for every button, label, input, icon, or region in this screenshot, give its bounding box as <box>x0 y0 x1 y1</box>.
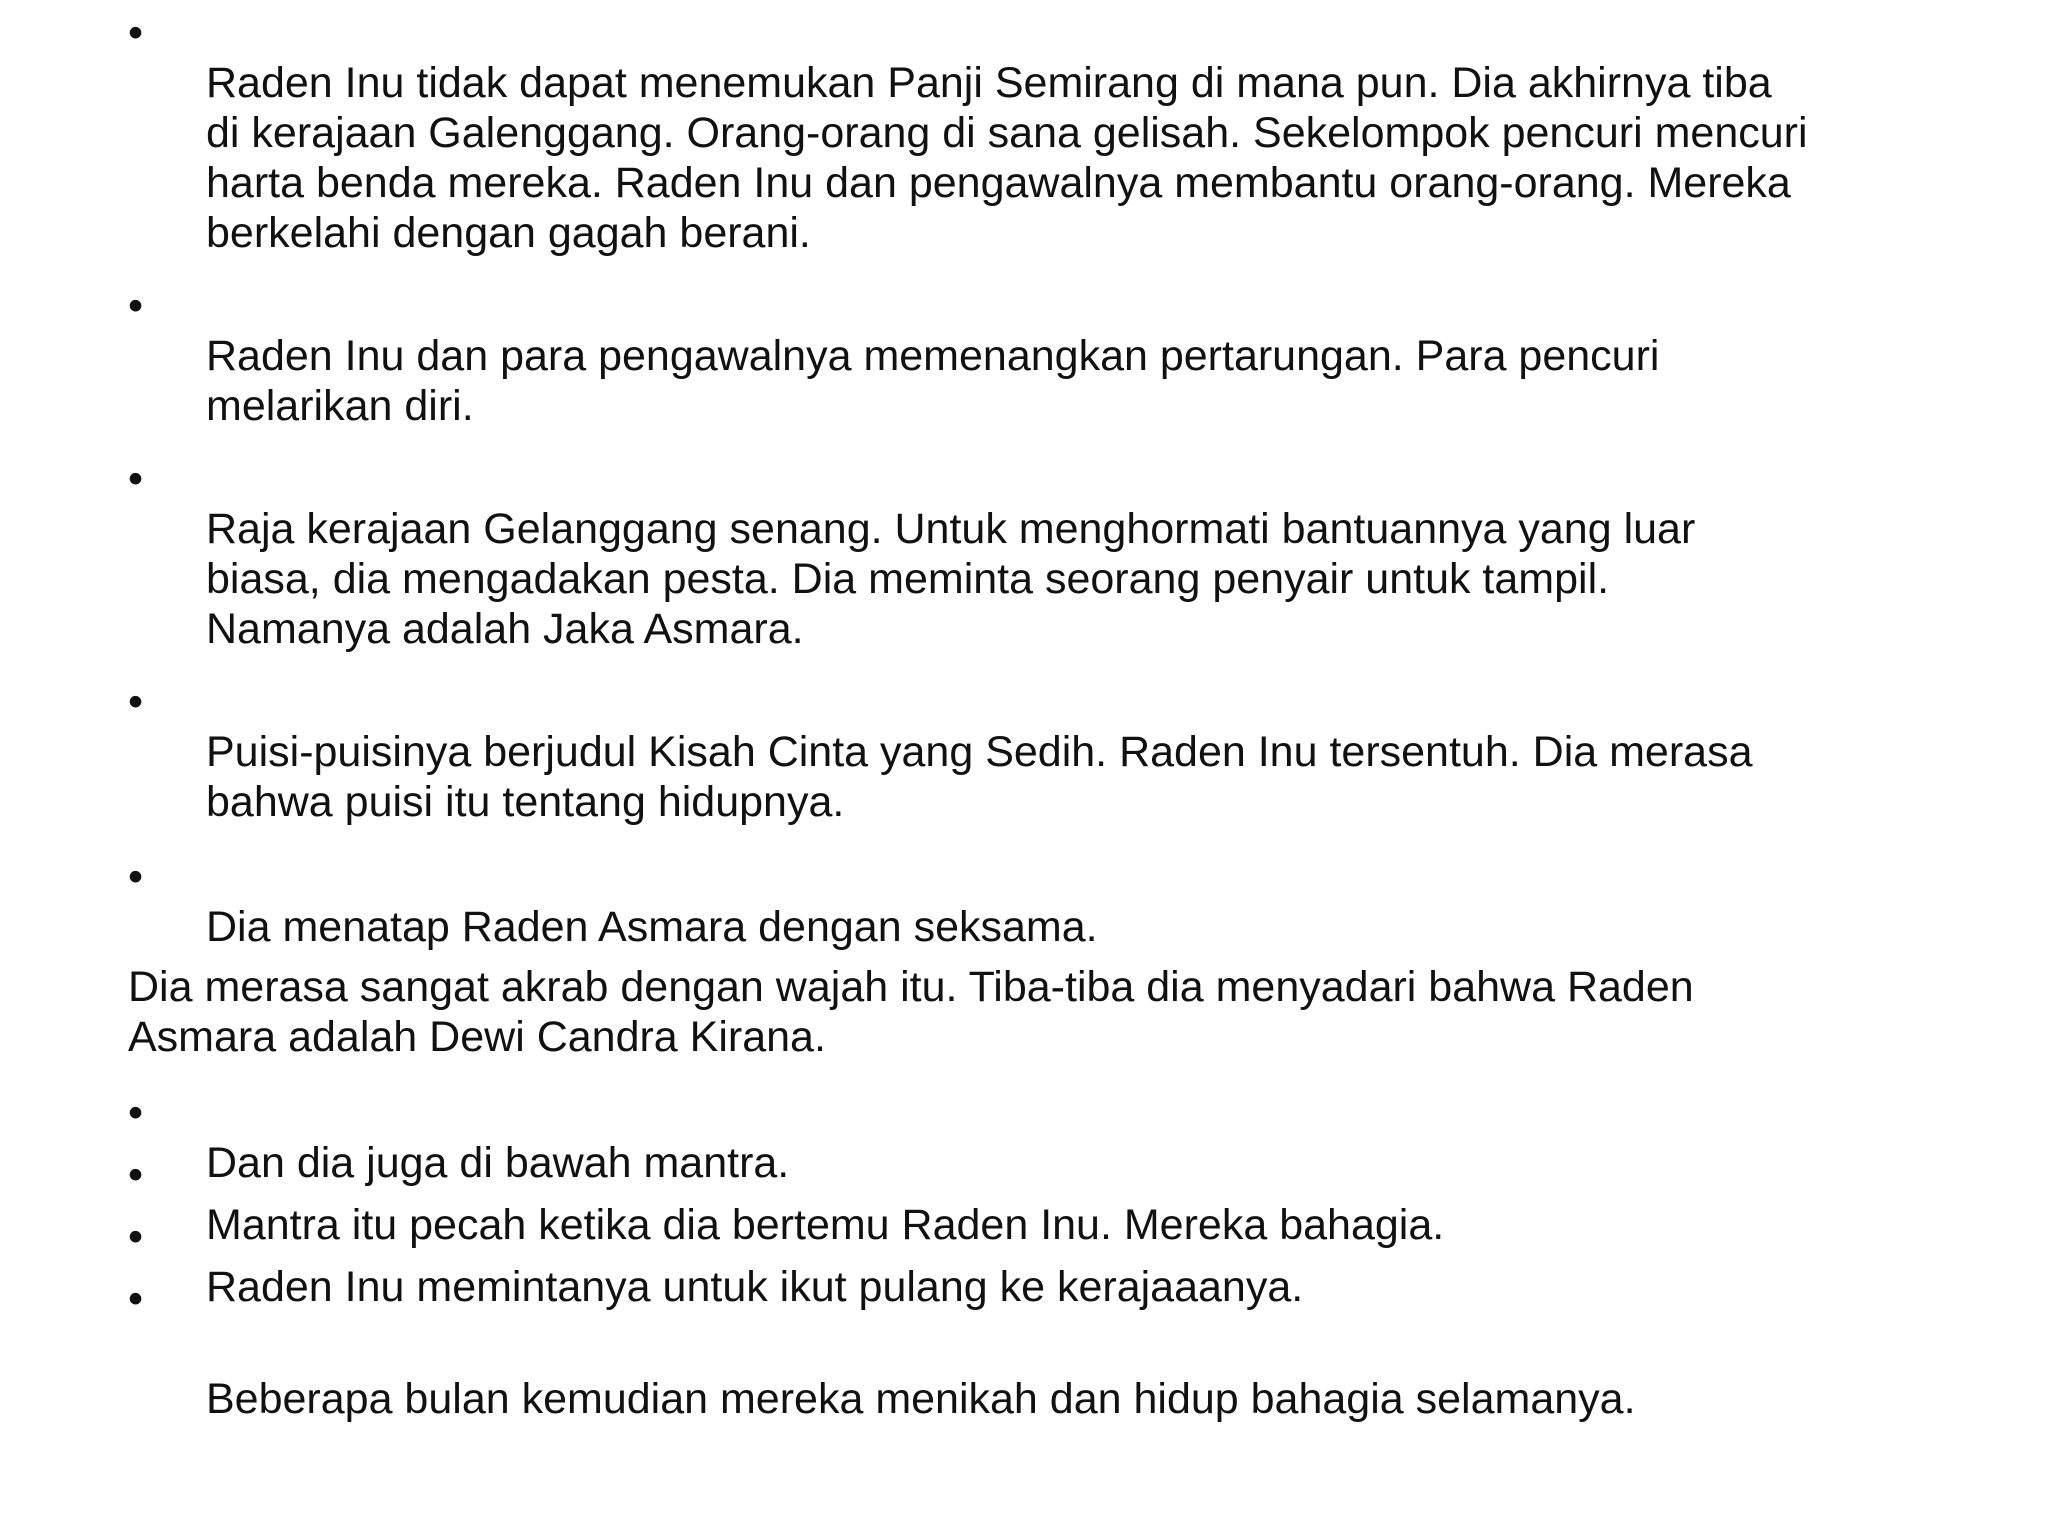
bullet-text: Raja kerajaan Gelanggang senang. Untuk menghormati bantuannya yang luar biasa, dia mengadakan pesta. Dia meminta seorang penyair untuk tampil. Namanya adalah Jaka Asmara. <box>206 505 1696 653</box>
bullet-text: Dan dia juga di bawah mantra. <box>206 1139 790 1187</box>
bullet-text: Mantra itu pecah ketika dia bertemu Raden Inu. Mereka bahagia. <box>206 1201 1445 1249</box>
bullet-item <box>128 281 2046 431</box>
plain-paragraph <box>128 912 1968 1062</box>
bullet-text: Raden Inu memintanya untuk ikut pulang ke kerajaaanya. <box>206 1263 1304 1311</box>
bullet-text: Dia menatap Raden Asmara dengan seksama. <box>206 903 1098 951</box>
bullet-text: Raden Inu dan para pengawalnya memenangkan pertarungan. Para pencuri melarikan diri. <box>206 332 1660 430</box>
bullet-item <box>128 454 2046 654</box>
bullet-text: Beberapa bulan kemudian mereka menikah dan hidup bahagia selamanya. <box>206 1375 1636 1423</box>
bullet-item <box>128 1274 2046 1424</box>
bullet-item <box>128 8 2046 258</box>
bullet-text: Puisi-puisinya berjudul Kisah Cinta yang Sedih. Raden Inu tersentuh. Dia merasa bahwa puisi itu tentang hidupnya. <box>206 728 1753 826</box>
bullet-text: Raden Inu tidak dapat menemukan Panji Semirang di mana pun. Dia akhirnya tiba di kerajaan Galenggang. Orang-orang di sana gelisah. Sekelompok pencuri mencuri harta benda mereka. Raden Inu dan pengawalnya membantu orang-orang. Mereka berkelahi dengan gagah berani. <box>206 59 1808 257</box>
paragraph-text: Dia merasa sangat akrab dengan wajah itu. Tiba-tiba dia menyadari bahwa Raden Asmara adalah Dewi Candra Kirana. <box>128 963 1694 1061</box>
bullet-item <box>128 677 2046 827</box>
